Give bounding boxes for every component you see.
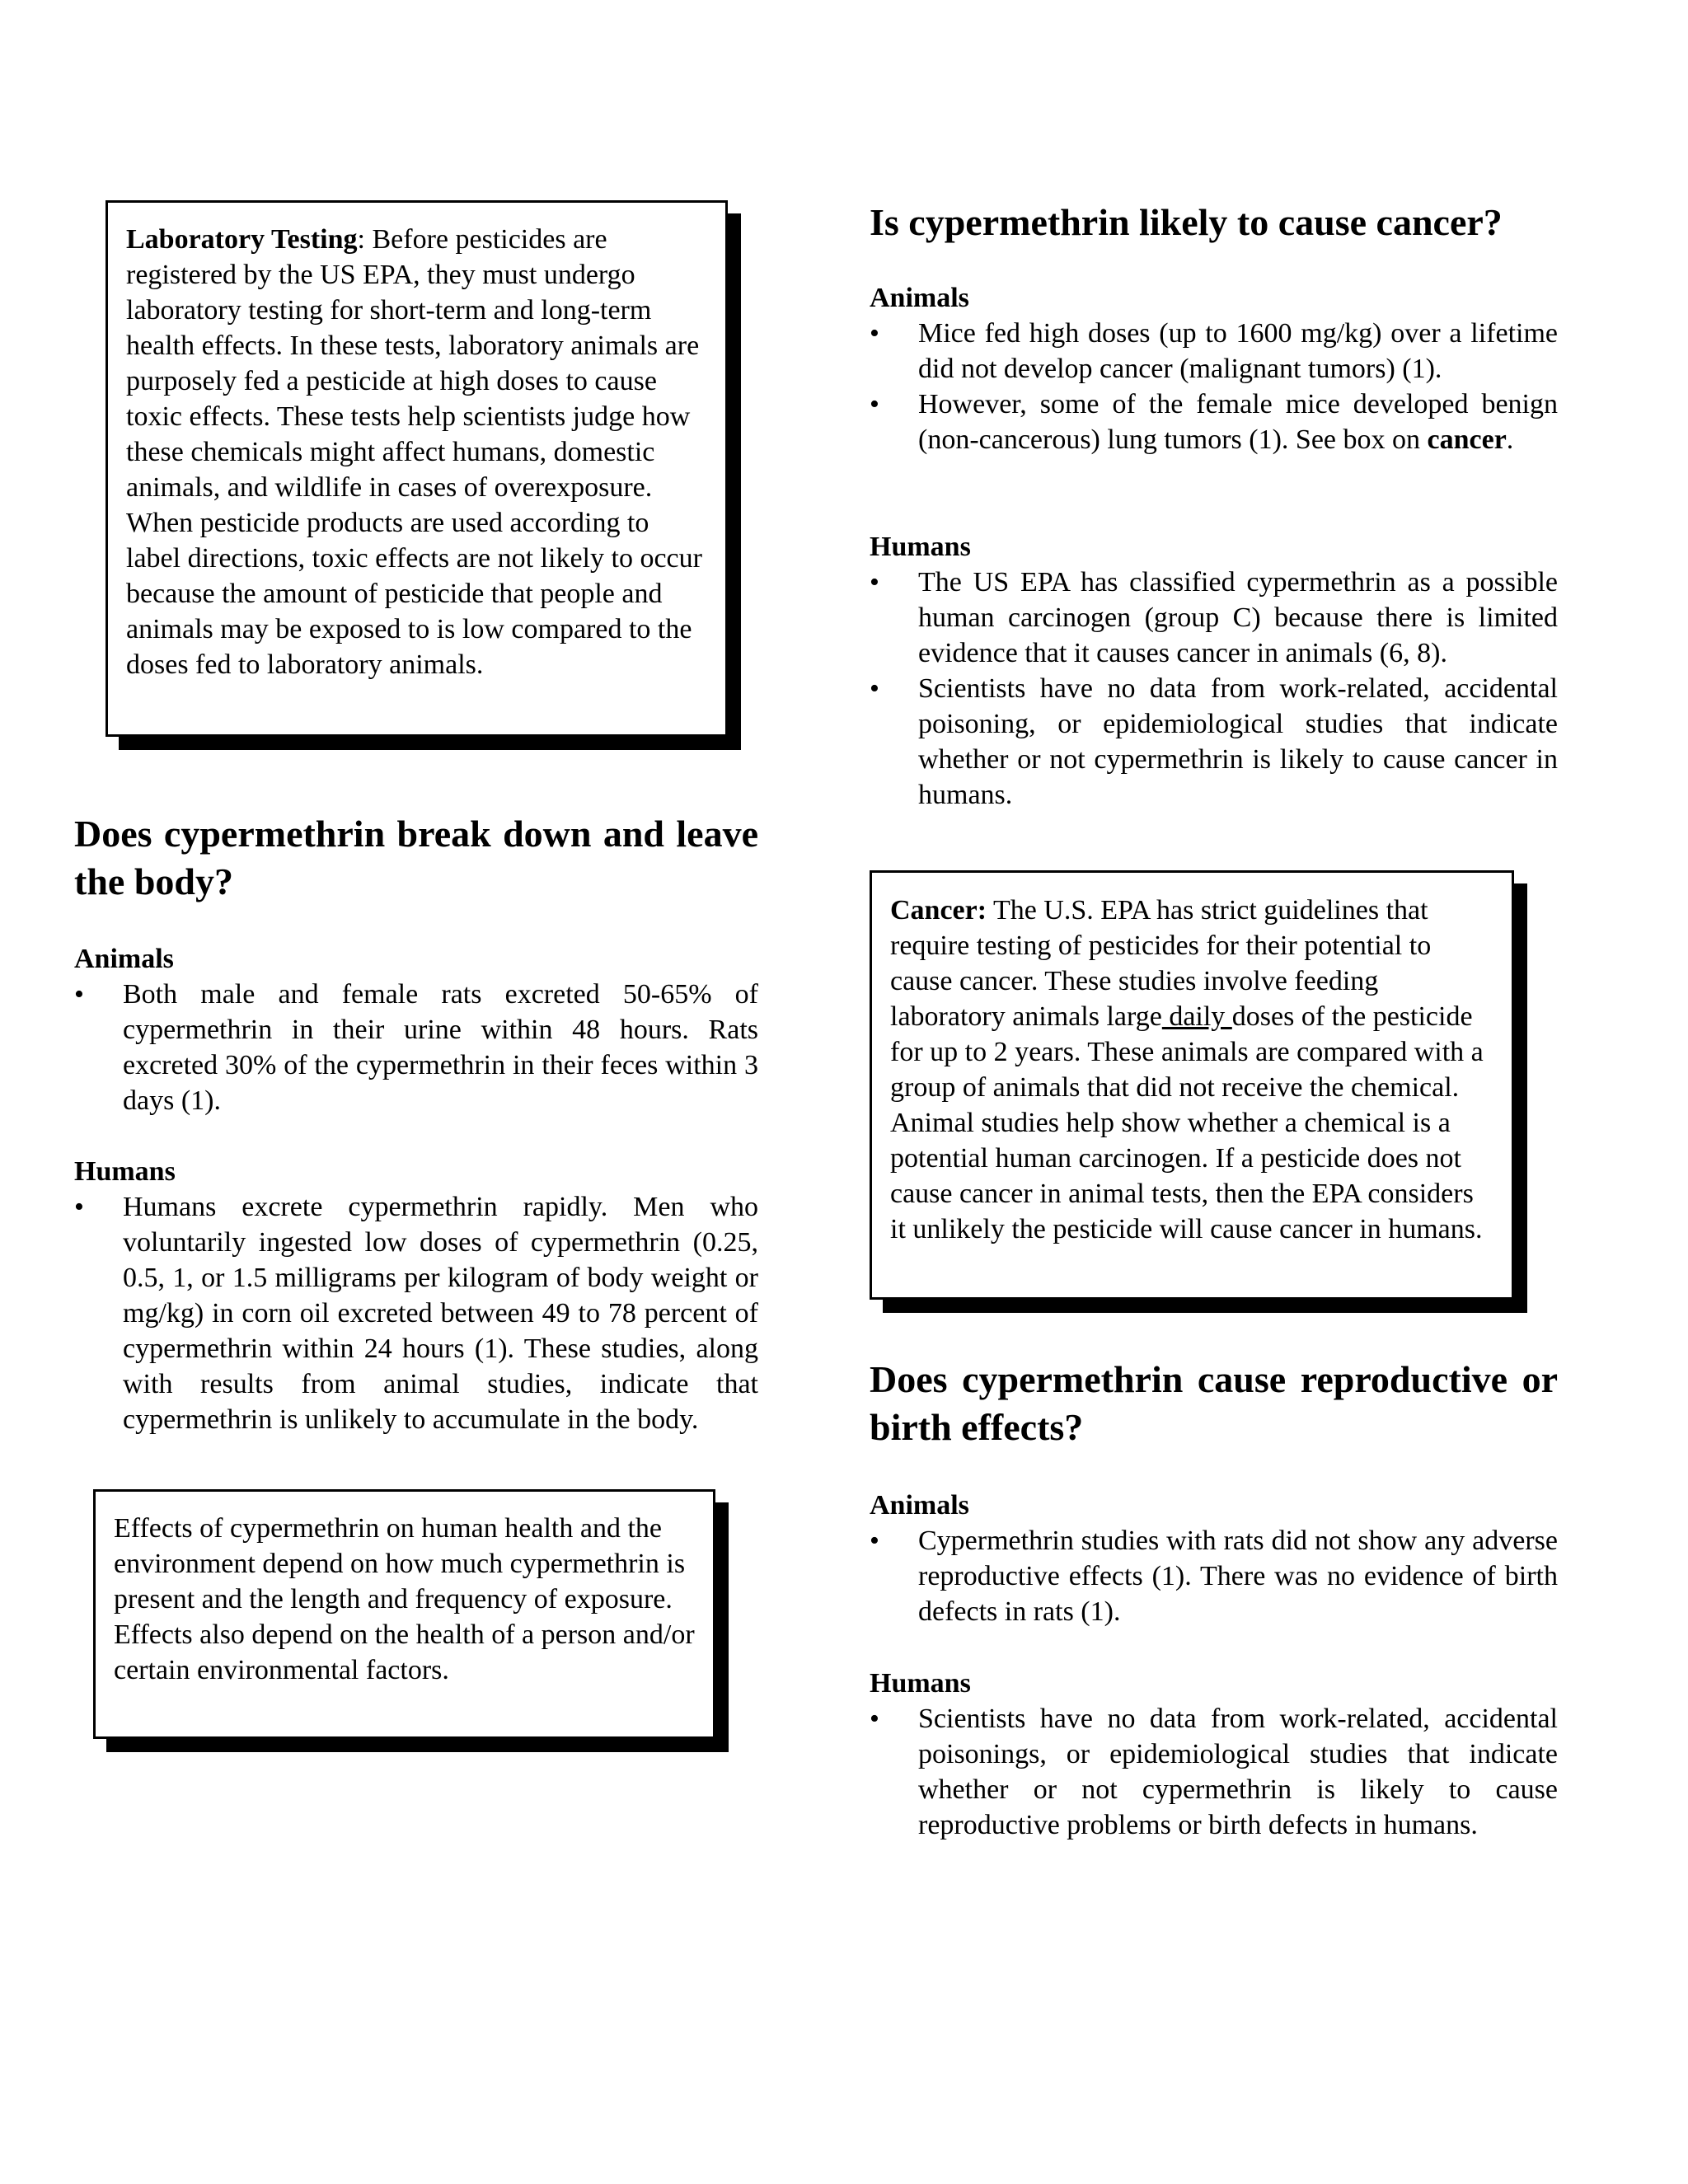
cancer-animals-label: Animals <box>870 283 969 313</box>
cancer-info-box <box>870 870 1514 1300</box>
cancer-box-title: Cancer: <box>890 895 987 926</box>
repro-humans-label: Humans <box>870 1668 971 1699</box>
laboratory-testing-box <box>106 200 728 737</box>
laboratory-testing-text: Laboratory Testing: Before pesticides are registered by the US EPA, they must undergo laboratory testing for short-term and long-term health effects. In these tests, laboratory animals are purposely fed a pesticide at high doses to cause toxic effects. These tests help scientists judge how these chemicals might affect humans, domestic animals, and wildlife in cases of overexposure. When pesticide products are used according to label directions, toxic effects are not likely to occur because the amount of pesticide that people and animals may be exposed to is low compared to the doses fed to laboratory animals. <box>126 224 702 680</box>
effects-box <box>93 1489 715 1739</box>
underlined-daily: daily <box>1161 1001 1232 1032</box>
list-item: • Both male and female rats excreted 50-65% of cypermethrin in their urine within 48 hours. Rats excreted 30% of the cypermethrin in their feces within 3 days (1). <box>74 977 758 1118</box>
breakdown-humans-label: Humans <box>74 1156 176 1187</box>
list-item: • Humans excrete cypermethrin rapidly. Men who voluntarily ingested low doses of cypermethrin (0.25, 0.5, 1, or 1.5 milligrams per kilogram of body weight or mg/kg) in corn oil excreted between 49 to 78 percent of cypermethrin within 24 hours (1). These studies, along with results from animal studies, indicate that cypermethrin is unlikely to accumulate in the body. <box>74 1189 758 1437</box>
laboratory-testing-title: Laboratory Testing <box>126 224 358 255</box>
reproductive-heading: Does cypermethrin cause reproductive or birth effects? <box>870 1358 1558 1448</box>
cancer-humans-label: Humans <box>870 532 971 562</box>
bullet-icon: • <box>870 673 879 704</box>
repro-humans-list <box>870 1701 1558 1843</box>
cancer-box-text: Cancer: The U.S. EPA has strict guidelines that require testing of pesticides for their potential to cause cancer. These studies involve feeding laboratory animals large daily doses of the pesticide for up to 2 years. These animals are compared with a group of animals that did not receive the chemical. Animal studies help show whether a chemical is a potential human carcinogen. If a pesticide does not cause cancer in animal tests, then the EPA considers it unlikely the pesticide will cause cancer in humans. <box>890 895 1484 1244</box>
breakdown-heading: Does cypermethrin break down and leave the body? <box>74 813 758 902</box>
bullet-icon: • <box>870 567 879 598</box>
bullet-icon: • <box>74 979 84 1010</box>
list-item: • Mice fed high doses (up to 1600 mg/kg) over a lifetime did not develop cancer (malignant tumors) (1). <box>870 316 1558 387</box>
cancer-humans-list <box>870 565 1558 813</box>
breakdown-animals-label: Animals <box>74 944 174 974</box>
repro-animals-label: Animals <box>870 1490 969 1521</box>
bullet-icon: • <box>74 1192 84 1222</box>
breakdown-humans-list <box>74 1189 758 1437</box>
bullet-icon: • <box>870 389 879 419</box>
cancer-heading: Is cypermethrin likely to cause cancer? <box>870 201 1503 243</box>
bullet-icon: • <box>870 1704 879 1734</box>
list-item: • Cypermethrin studies with rats did not show any adverse reproductive effects (1). There was no evidence of birth defects in rats (1). <box>870 1523 1558 1629</box>
list-item: • However, some of the female mice developed benign (non-cancerous) lung tumors (1). See box on cancer. <box>870 387 1558 457</box>
breakdown-animals-list <box>74 977 758 1118</box>
list-item: • The US EPA has classified cypermethrin as a possible human carcinogen (group C) because there is limited evidence that it causes cancer in animals (6, 8). <box>870 565 1558 671</box>
effects-text: Effects of cypermethrin on human health and the environment depend on how much cypermethrin is present and the length and frequency of exposure. Effects also depend on the health of a person and/or certain environmental factors. <box>114 1513 695 1685</box>
list-item: • Scientists have no data from work-related, accidental poisonings, or epidemiological studies that indicate whether or not cypermethrin is likely to cause reproductive problems or birth defects in humans. <box>870 1701 1558 1843</box>
list-item: • Scientists have no data from work-related, accidental poisoning, or epidemiological studies that indicate whether or not cypermethrin is likely to cause cancer in humans. <box>870 671 1558 813</box>
bullet-icon: • <box>870 1526 879 1556</box>
bullet-icon: • <box>870 318 879 349</box>
repro-animals-list <box>870 1523 1558 1629</box>
cancer-animals-list <box>870 316 1558 457</box>
